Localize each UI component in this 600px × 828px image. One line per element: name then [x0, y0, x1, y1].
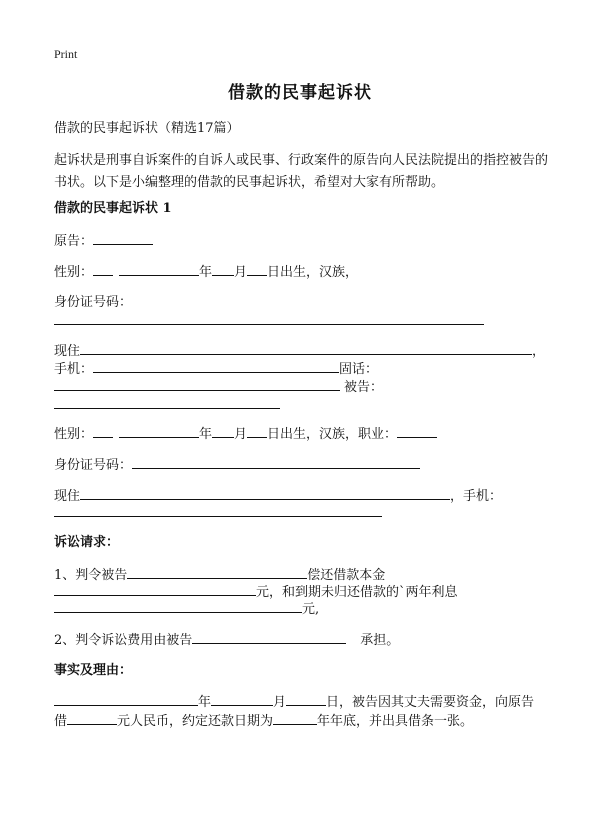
document-subtitle: 借款的民事起诉状（精选17篇） — [54, 121, 240, 136]
facts-month-label: 月 — [273, 695, 287, 710]
gender2-blank — [93, 424, 113, 438]
mobile2-blank — [54, 516, 382, 517]
gender-blank — [93, 262, 113, 276]
address-comma: ， — [532, 344, 546, 359]
claim1-line2: 元，和到期未归还借款的`两年利息 — [256, 585, 458, 600]
claim1-defendant-blank — [127, 565, 307, 579]
birth-label: 日出生，汉族， — [267, 265, 359, 280]
birth-month-blank — [212, 262, 234, 276]
birth2-month-blank — [212, 424, 234, 438]
gender-row — [54, 262, 358, 282]
address2-blank — [80, 486, 450, 500]
facts-end-text: 年年底，并出具借条一张。 — [317, 714, 474, 729]
birth-day-blank — [247, 262, 267, 276]
defendant-row — [54, 377, 383, 397]
facts-year-label: 年 — [198, 695, 212, 710]
facts-day-blank — [286, 692, 326, 706]
claim2-defendant-blank — [192, 630, 346, 644]
claim1-row3 — [54, 599, 319, 619]
id2-row — [54, 455, 420, 475]
birth2-day-blank — [247, 424, 267, 438]
facts-deadline-blank — [273, 711, 317, 725]
mobile-blank — [93, 359, 339, 373]
facts-row2 — [54, 711, 473, 731]
claims-heading: 诉讼请求： — [54, 535, 120, 550]
mobile-label: 手机： — [54, 362, 94, 377]
plaintiff-label: 原告： — [54, 234, 94, 249]
claim2-prefix: 2、判令诉讼费用由被告 — [54, 633, 193, 648]
facts-amount-text: 元人民币，约定还款日期为 — [117, 714, 274, 729]
birth-year-blank — [119, 262, 199, 276]
defendant-blank — [54, 408, 280, 409]
facts-day-text: 日，被告因其丈夫需要资金，向原告 — [326, 695, 535, 710]
claim1-interest-blank — [54, 599, 302, 613]
birth2-label: 日出生，汉族，职业： — [267, 427, 398, 442]
plaintiff-row — [54, 231, 153, 251]
claim2-suffix: 承担。 — [360, 633, 400, 648]
month-label: 月 — [234, 265, 248, 280]
id2-label: 身份证号码： — [54, 458, 133, 473]
birth2-year-blank — [119, 424, 199, 438]
facts-heading: 事实及理由： — [54, 663, 133, 678]
facts-month-blank — [211, 692, 273, 706]
address-blank — [80, 341, 532, 355]
claim1-suffix: 偿还借款本金 — [307, 568, 386, 583]
address-label: 现住 — [54, 344, 81, 359]
address2-label: 现住 — [54, 489, 81, 504]
section-heading: 借款的民事起诉状 1 — [54, 201, 172, 216]
occupation-blank — [397, 424, 437, 438]
claim1-prefix: 1、判令被告 — [54, 568, 128, 583]
address-row — [54, 341, 545, 361]
gender-label: 性别： — [54, 265, 94, 280]
mobile2-label: ，手机： — [450, 489, 503, 504]
facts-row1 — [54, 692, 534, 712]
intro-paragraph: 起诉状是刑事自诉案件的自诉人或民事、行政案件的原告向人民法院提出的指控被告的书状。以下是小编整理的借款的民事起诉状，希望对大家有所帮助。 — [54, 153, 549, 190]
contact-row — [54, 359, 378, 379]
address2-row — [54, 486, 502, 506]
year-label: 年 — [199, 265, 213, 280]
facts-amount-blank — [67, 711, 117, 725]
phone-label: 固话： — [339, 362, 379, 377]
document-title: 借款的民事起诉状 — [228, 83, 372, 103]
gender2-row — [54, 424, 437, 444]
month2-label: 月 — [234, 427, 248, 442]
gender2-label: 性别： — [54, 427, 94, 442]
id-label: 身份证号码： — [54, 295, 133, 310]
facts-year-blank — [54, 692, 198, 706]
print-link[interactable]: Print — [54, 47, 78, 61]
plaintiff-blank — [93, 231, 153, 245]
claim1-principal-blank — [54, 582, 256, 596]
id-number-blank — [54, 324, 484, 325]
year2-label: 年 — [199, 427, 213, 442]
facts-borrow-label: 借 — [54, 714, 68, 729]
defendant-label: 被告： — [344, 380, 384, 395]
id2-blank — [132, 455, 420, 469]
claim2-row — [54, 630, 399, 650]
claim1-line3: 元, — [302, 602, 320, 617]
phone-blank — [54, 377, 340, 391]
